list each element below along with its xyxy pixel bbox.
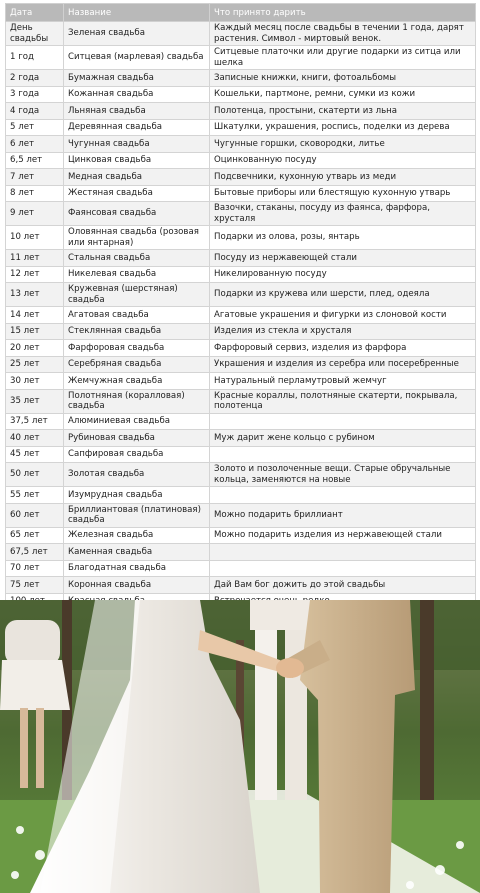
cell-date: 25 лет [6, 356, 64, 373]
table-row [6, 413, 476, 430]
table-row [6, 185, 476, 202]
cell-date: 9 лет [6, 202, 64, 226]
table-row [6, 283, 476, 307]
cell-date: 6 лет [6, 136, 64, 153]
cell-gift: Можно подарить изделия из нержавеющей стали [210, 527, 476, 544]
cell-name: Чугунная свадьба [64, 136, 210, 153]
cell-name: Каменная свадьба [64, 544, 210, 561]
cell-name: Медная свадьба [64, 169, 210, 186]
cell-date: 7 лет [6, 169, 64, 186]
cell-name: Сапфировая свадьба [64, 446, 210, 463]
table-row [6, 463, 476, 487]
cell-gift [210, 446, 476, 463]
cell-gift: Изделия из стекла и хрусталя [210, 323, 476, 340]
cell-date: 67,5 лет [6, 544, 64, 561]
table-row [6, 446, 476, 463]
cell-date: 37,5 лет [6, 413, 64, 430]
cell-date: 8 лет [6, 185, 64, 202]
cell-gift: Подарки из олова, розы, янтарь [210, 226, 476, 250]
cell-gift: Записные книжки, книги, фотоальбомы [210, 70, 476, 87]
cell-gift: Красные кораллы, полотняные скатерти, покрывала, полотенца [210, 389, 476, 413]
table-row [6, 70, 476, 87]
cell-name: Алюминиевая свадьба [64, 413, 210, 430]
wedding-photo [0, 600, 480, 893]
cell-gift: Кошельки, партмоне, ремни, сумки из кожи [210, 86, 476, 103]
cell-date: 30 лет [6, 373, 64, 390]
table-row [6, 152, 476, 169]
cell-gift: Каждый месяц после свадьбы в течении 1 года, дарят растения. Символ - миртовый венок. [210, 22, 476, 46]
cell-date: 14 лет [6, 307, 64, 324]
cell-name: Рубиновая свадьба [64, 430, 210, 447]
table-row [6, 577, 476, 594]
cell-name: Жемчужная свадьба [64, 373, 210, 390]
cell-gift: Агатовые украшения и фигурки из слоновой кости [210, 307, 476, 324]
table-row [6, 487, 476, 504]
cell-gift: Шкатулки, украшения, роспись, поделки из дерева [210, 119, 476, 136]
cell-gift [210, 560, 476, 577]
table-row [6, 226, 476, 250]
cell-gift: Оцинкованную посуду [210, 152, 476, 169]
cell-gift: Фарфоровый сервиз, изделия из фарфора [210, 340, 476, 357]
table-row [6, 202, 476, 226]
table-body [6, 22, 476, 610]
cell-date: 1 год [6, 46, 64, 70]
cell-date: 5 лет [6, 119, 64, 136]
cell-date: 65 лет [6, 527, 64, 544]
cell-date: 35 лет [6, 389, 64, 413]
cell-name: Полотняная (коралловая) свадьба [64, 389, 210, 413]
cell-name: Ситцевая (марлевая) свадьба [64, 46, 210, 70]
cell-gift [210, 544, 476, 561]
cell-name: Никелевая свадьба [64, 266, 210, 283]
cell-gift: Никелированную посуду [210, 266, 476, 283]
joined-hands [276, 658, 304, 678]
table-row [6, 340, 476, 357]
wedding-photo-illustration [0, 600, 480, 893]
cell-gift: Муж дарит жене кольцо с рубином [210, 430, 476, 447]
table-row [6, 103, 476, 120]
header-date: Дата [6, 4, 64, 22]
header-gift: Что принято дарить [210, 4, 476, 22]
cell-gift: Украшения и изделия из серебра или посеребренные [210, 356, 476, 373]
cell-name: Льняная свадьба [64, 103, 210, 120]
cell-date: 12 лет [6, 266, 64, 283]
cell-name: Золотая свадьба [64, 463, 210, 487]
table-row [6, 119, 476, 136]
cell-gift: Полотенца, простыни, скатерти из льна [210, 103, 476, 120]
table-row [6, 169, 476, 186]
cell-date: 3 года [6, 86, 64, 103]
cell-name: Деревянная свадьба [64, 119, 210, 136]
cell-date: 45 лет [6, 446, 64, 463]
wedding-anniversary-table-container [5, 3, 475, 610]
cell-gift: Посуду из нержавеющей стали [210, 250, 476, 267]
cell-gift: Ситцевые платочки или другие подарки из ситца или шелка [210, 46, 476, 70]
cell-gift [210, 487, 476, 504]
table-row [6, 527, 476, 544]
cell-name: Изумрудная свадьба [64, 487, 210, 504]
cell-date: 20 лет [6, 340, 64, 357]
cell-name: Бумажная свадьба [64, 70, 210, 87]
cell-name: Фаянсовая свадьба [64, 202, 210, 226]
table-row [6, 503, 476, 527]
cell-name: Зеленая свадьба [64, 22, 210, 46]
table-row [6, 86, 476, 103]
table-row [6, 356, 476, 373]
table-row [6, 373, 476, 390]
cell-date: 15 лет [6, 323, 64, 340]
cell-date: 10 лет [6, 226, 64, 250]
cell-gift: Подарки из кружева или шерсти, плед, одеяла [210, 283, 476, 307]
table-row [6, 46, 476, 70]
table-row [6, 560, 476, 577]
cell-name: Коронная свадьба [64, 577, 210, 594]
cell-gift: Вазочки, стаканы, посуду из фаянса, фарфора, хрусталя [210, 202, 476, 226]
wedding-anniversary-table [5, 3, 476, 610]
cell-gift: Золото и позолоченные вещи. Старые обручальные кольца, заменяются на новые [210, 463, 476, 487]
cell-date: 2 года [6, 70, 64, 87]
cell-name: Бриллиантовая (платиновая) свадьба [64, 503, 210, 527]
cell-date: 11 лет [6, 250, 64, 267]
cell-name: Железная свадьба [64, 527, 210, 544]
table-row [6, 323, 476, 340]
cell-date: 70 лет [6, 560, 64, 577]
cell-name: Серебряная свадьба [64, 356, 210, 373]
table-row [6, 544, 476, 561]
table-row [6, 307, 476, 324]
table-row [6, 430, 476, 447]
cell-date: 6,5 лет [6, 152, 64, 169]
table-row [6, 266, 476, 283]
table-row [6, 22, 476, 46]
cell-name: Цинковая свадьба [64, 152, 210, 169]
table-row [6, 136, 476, 153]
cell-name: Агатовая свадьба [64, 307, 210, 324]
cell-date: День свадьбы [6, 22, 64, 46]
cell-gift: Натуральный перламутровый жемчуг [210, 373, 476, 390]
cell-date: 4 года [6, 103, 64, 120]
cell-date: 55 лет [6, 487, 64, 504]
cell-name: Благодатная свадьба [64, 560, 210, 577]
cell-gift [210, 413, 476, 430]
cell-gift: Бытовые приборы или блестящую кухонную утварь [210, 185, 476, 202]
cell-gift: Можно подарить бриллиант [210, 503, 476, 527]
cell-date: 40 лет [6, 430, 64, 447]
cell-date: 50 лет [6, 463, 64, 487]
cell-name: Оловянная свадьба (розовая или янтарная) [64, 226, 210, 250]
cell-name: Кожанная свадьба [64, 86, 210, 103]
cell-date: 13 лет [6, 283, 64, 307]
table-row [6, 250, 476, 267]
cell-name: Фарфоровая свадьба [64, 340, 210, 357]
cell-name: Стальная свадьба [64, 250, 210, 267]
cell-name: Жестяная свадьба [64, 185, 210, 202]
cell-date: 75 лет [6, 577, 64, 594]
cell-date: 60 лет [6, 503, 64, 527]
cell-gift: Дай Вам бог дожить до этой свадьбы [210, 577, 476, 594]
table-row [6, 389, 476, 413]
table-header-row [6, 4, 476, 22]
cell-name: Кружевная (шерстяная) свадьба [64, 283, 210, 307]
header-name: Название [64, 4, 210, 22]
cell-gift: Подсвечники, кухонную утварь из меди [210, 169, 476, 186]
cell-name: Стеклянная свадьба [64, 323, 210, 340]
cell-gift: Чугунные горшки, сковородки, литье [210, 136, 476, 153]
